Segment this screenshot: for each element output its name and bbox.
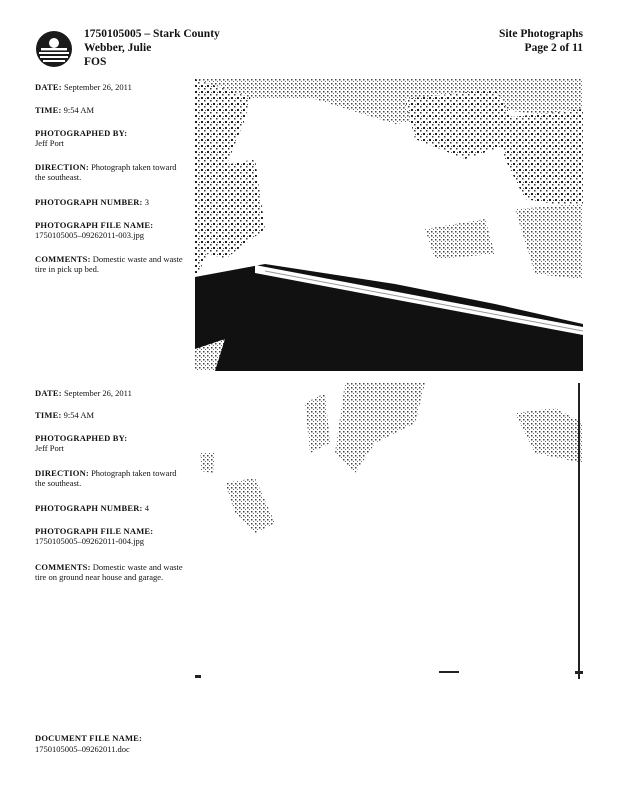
header-left <box>84 27 220 69</box>
photographer-field <box>35 128 185 148</box>
document-file-label: DOCUMENT FILE NAME: <box>35 733 143 743</box>
comments-field <box>35 254 185 274</box>
site-id-county: 1750105005 – Stark County <box>84 28 220 40</box>
document-file-value: 1750105005–09262011.doc <box>35 744 130 754</box>
division-code: FOS <box>84 56 107 68</box>
photographer-value: Jeff Port <box>35 443 64 453</box>
time-field <box>35 105 185 115</box>
direction-label: DIRECTION: <box>35 468 89 478</box>
direction-field <box>35 162 185 182</box>
date-value: September 26, 2011 <box>63 388 132 398</box>
photo-file-label: PHOTOGRAPH FILE NAME: <box>35 220 154 230</box>
photo-number-label: PHOTOGRAPH NUMBER: <box>35 197 143 207</box>
direction-field <box>35 468 185 488</box>
site-photo-3 <box>195 79 583 371</box>
photo-file-field <box>35 220 185 240</box>
photo-file-value: 1750105005–09262011-004.jpg <box>35 536 145 546</box>
photographer-label: PHOTOGRAPHED BY: <box>35 433 128 443</box>
date-label: DATE: <box>35 82 62 92</box>
document-title: Site Photographs <box>498 28 583 40</box>
date-label: DATE: <box>35 388 62 398</box>
photo-number-value: 4 <box>144 503 149 513</box>
comments-label: COMMENTS: <box>35 254 91 264</box>
time-label: TIME: <box>35 410 62 420</box>
photo-number-label: PHOTOGRAPH NUMBER: <box>35 503 143 513</box>
comments-field <box>35 562 185 582</box>
date-value: September 26, 2011 <box>63 82 132 92</box>
direction-label: DIRECTION: <box>35 162 89 172</box>
photo-file-field <box>35 526 185 546</box>
time-value: 9:54 AM <box>63 105 95 115</box>
photographer-label: PHOTOGRAPHED BY: <box>35 128 128 138</box>
photographer-value: Jeff Port <box>35 138 64 148</box>
comments-value: Domestic waste and waste tire on ground near house and garage. <box>35 562 183 582</box>
date-field <box>35 82 185 92</box>
comments-value: Domestic waste and waste tire in pick up bed. <box>35 254 183 274</box>
time-label: TIME: <box>35 105 62 115</box>
photo-number-field <box>35 503 185 513</box>
document-file-footer <box>35 733 142 755</box>
comments-label: COMMENTS: <box>35 562 91 572</box>
photo-number-field <box>35 197 185 207</box>
photo-file-value: 1750105005–09262011-003.jpg <box>35 230 145 240</box>
time-field <box>35 410 185 420</box>
direction-value: Photograph taken toward the southeast. <box>35 162 177 182</box>
site-photo-4 <box>195 383 583 679</box>
direction-value: Photograph taken toward the southeast. <box>35 468 177 488</box>
header-right <box>499 27 583 55</box>
inspector-name: Webber, Julie <box>84 42 152 54</box>
time-value: 9:54 AM <box>63 410 95 420</box>
photographer-field <box>35 433 185 453</box>
date-field <box>35 388 185 398</box>
page-number: Page 2 of 11 <box>524 42 583 54</box>
photo-file-label: PHOTOGRAPH FILE NAME: <box>35 526 154 536</box>
photo-number-value: 3 <box>144 197 149 207</box>
ohio-epa-logo-icon <box>35 30 73 68</box>
